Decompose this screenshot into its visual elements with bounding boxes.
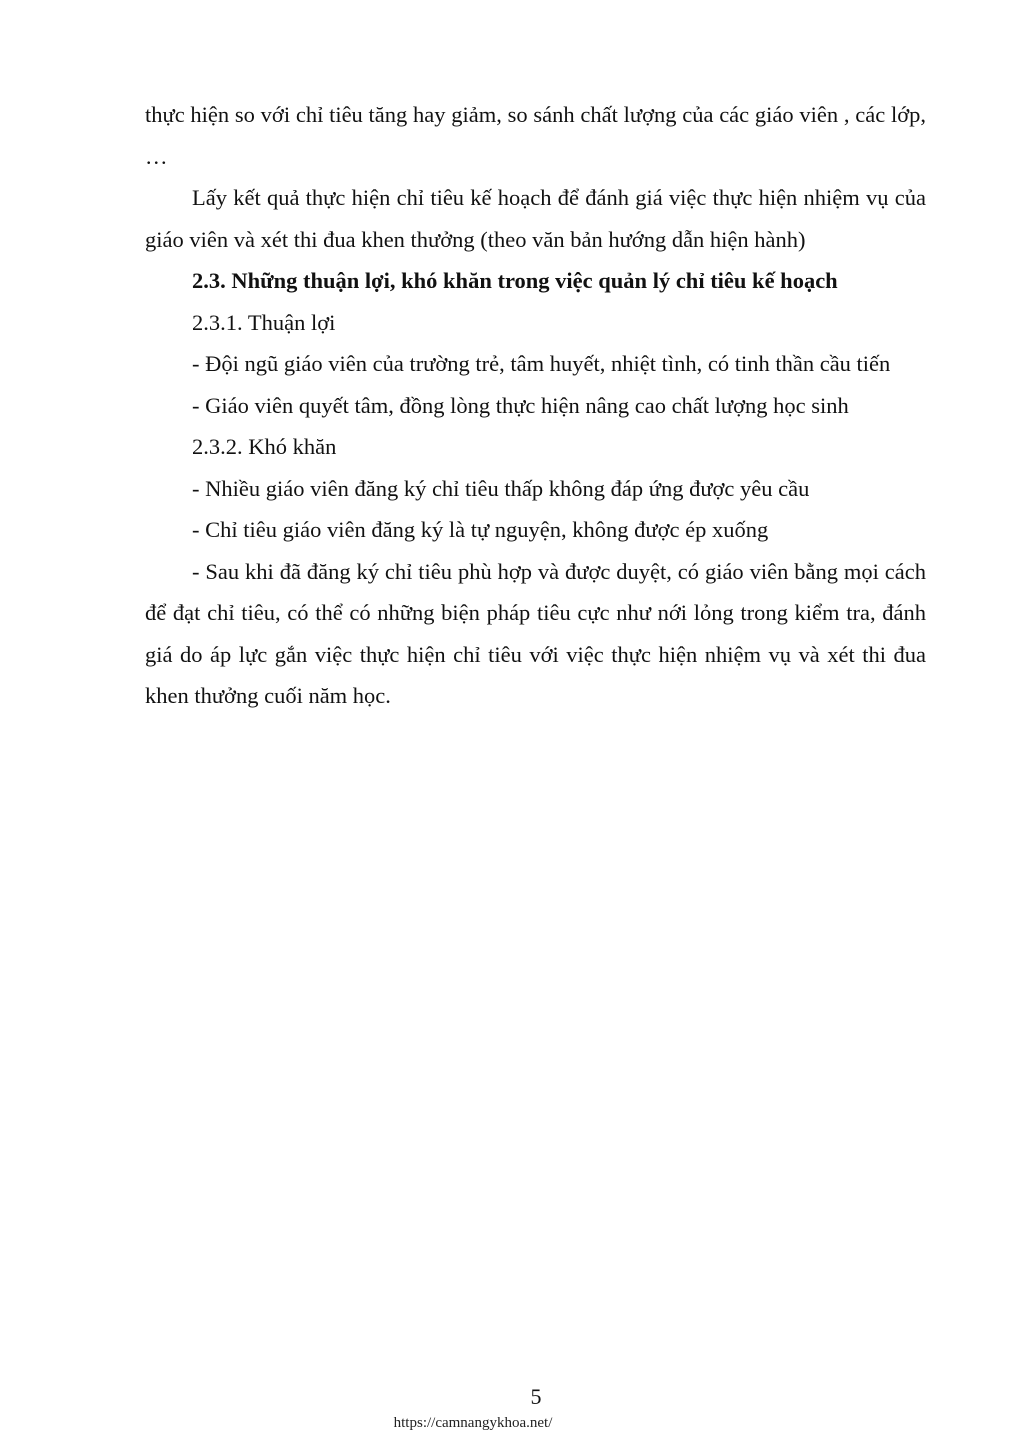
difficulty-item: - Nhiều giáo viên đăng ký chỉ tiêu thấp không đáp ứng được yêu cầu	[192, 475, 810, 501]
subheading-advantages: 2.3.1. Thuận lợi	[192, 309, 336, 335]
paragraph-evaluation: Lấy kết quả thực hiện chỉ tiêu kế hoạch để đánh giá việc thực hiện nhiệm vụ của giáo viên và xét thi đua khen thưởng (theo văn bản hướng dẫn hiện hành)	[145, 185, 926, 252]
page-number: 5	[530, 1384, 542, 1409]
advantage-item: - Đội ngũ giáo viên của trường trẻ, tâm huyết, nhiệt tình, có tinh thần cầu tiến	[192, 351, 891, 376]
footer-url-link[interactable]: https://camnangykhoa.net/	[393, 1415, 553, 1431]
difficulty-item: - Chỉ tiêu giáo viên đăng ký là tự nguyện, không được ép xuống	[192, 517, 769, 542]
paragraph-continuation: thực hiện so với chỉ tiêu tăng hay giảm, so sánh chất lượng của các giáo viên , các lớp, …	[145, 102, 926, 169]
document-body	[145, 94, 926, 717]
subheading-difficulties: 2.3.2. Khó khăn	[192, 434, 337, 459]
advantage-item: - Giáo viên quyết tâm, đồng lòng thực hiện nâng cao chất lượng học sinh	[192, 392, 849, 418]
difficulty-item: - Sau khi đã đăng ký chỉ tiêu phù hợp và được duyệt, có giáo viên bằng mọi cách để đạt chỉ tiêu, có thể có những biện pháp tiêu cực như nới lỏng trong kiểm tra, đánh giá do áp lực gắn việc thực hiện chỉ tiêu với việc thực hiện nhiệm vụ và xét thi đua khen thưởng cuối năm học.	[145, 558, 926, 708]
section-heading-2-3: 2.3. Những thuận lợi, khó khăn trong việc quản lý chỉ tiêu kế hoạch	[192, 268, 838, 293]
